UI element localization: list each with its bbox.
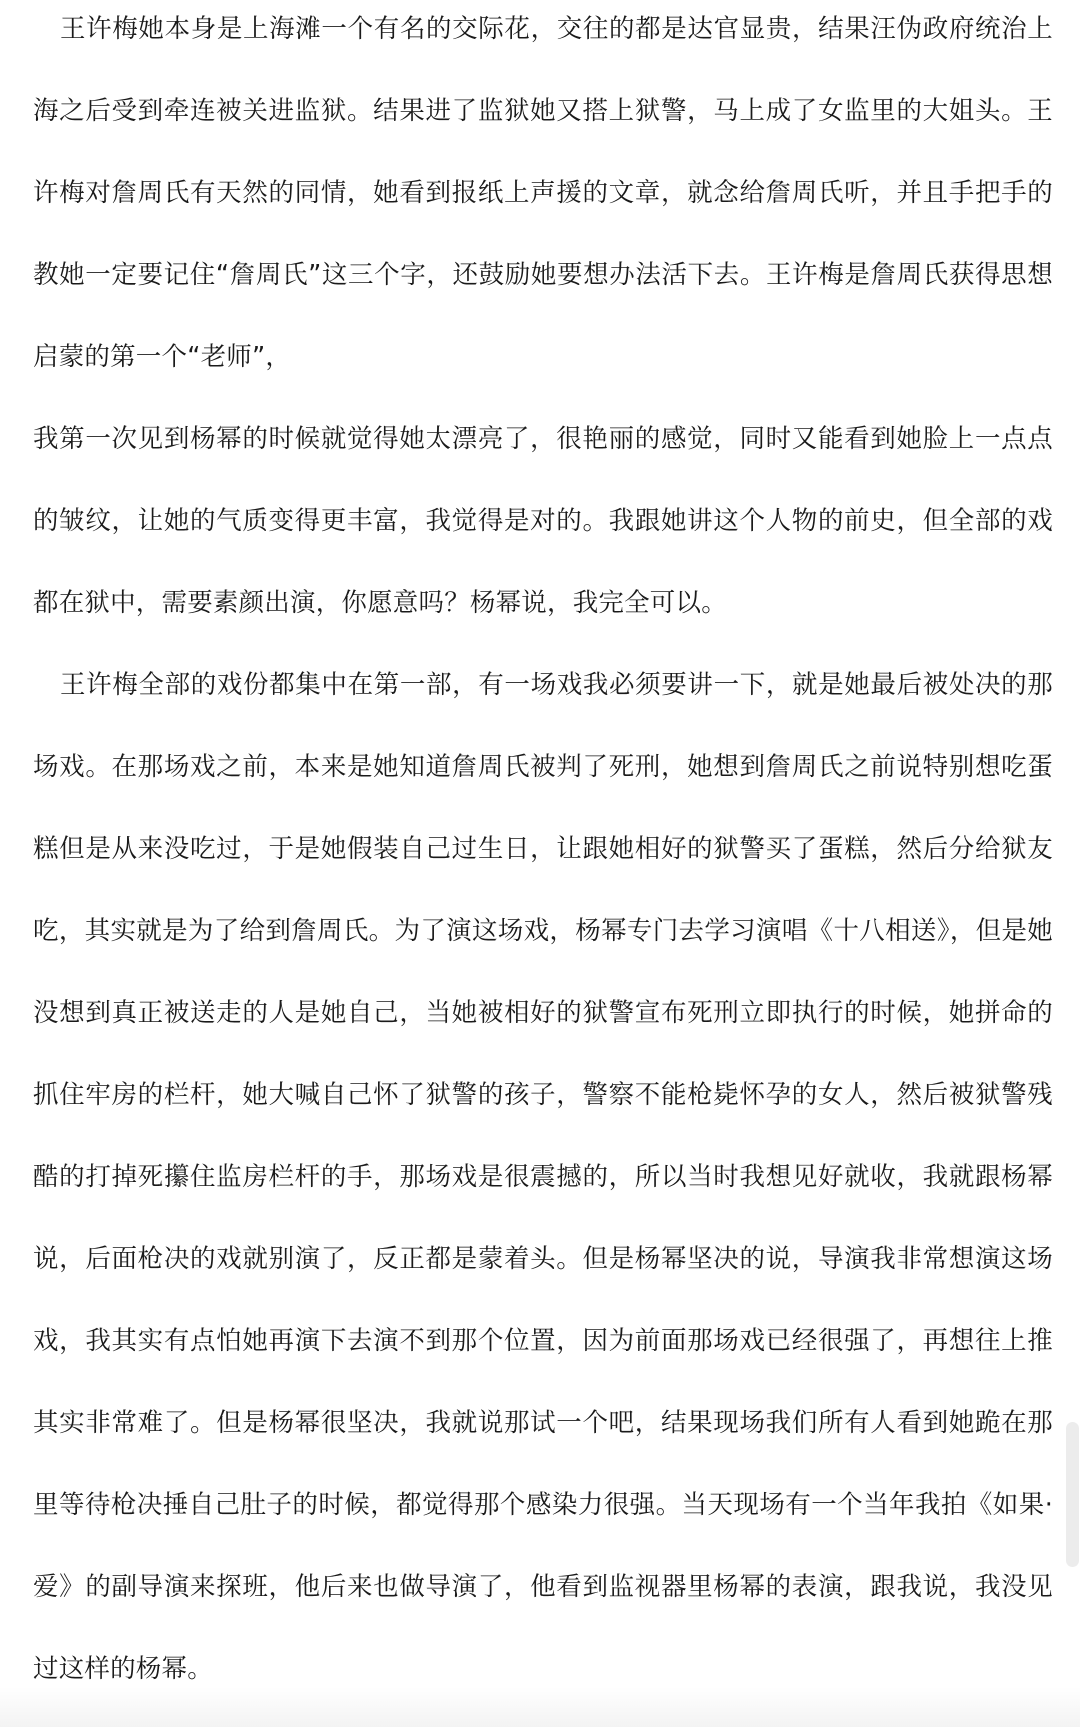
bottom-shadow — [0, 1687, 1080, 1727]
scrollbar-thumb[interactable] — [1066, 1422, 1079, 1567]
vertical-scrollbar[interactable] — [1066, 0, 1080, 1727]
paragraph-2: 我第一次见到杨幂的时候就觉得她太漂亮了，很艳丽的感觉，同时又能看到她脸上一点点的皱纹，让她的气质变得更丰富，我觉得是对的。我跟她讲这个人物的前史，但全部的戏都在狱中，需要素颜出演，你愿意吗？杨幂说，我完全可以。 — [33, 424, 1053, 618]
paragraph-3: 王许梅全部的戏份都集中在第一部，有一场戏我必须要讲一下，就是她最后被处决的那场戏。在那场戏之前，本来是她知道詹周氏被判了死刑，她想到詹周氏之前说特别想吃蛋糕但是从来没吃过，于是她假装自己过生日，让跟她相好的狱警买了蛋糕，然后分给狱友吃，其实就是为了给到詹周氏。为了演这场戏，杨幂专门去学习演唱《十八相送》，但是她没想到真正被送走的人是她自己，当她被相好的狱警宣布死刑立即执行的时候，她拼命的抓住牢房的栏杆，她大喊自己怀了狱警的孩子，警察不能枪毙怀孕的女人，然后被狱警残酷的打掉死攥住监房栏杆的手，那场戏是很震撼的，所以当时我想见好就收，我就跟杨幂说，后面枪决的戏就别演了，反正都是蒙着头。但是杨幂坚决的说，导演我非常想演这场戏，我其实有点怕她再演下去演不到那个位置，因为前面那场戏已经很强了，再想往上推其实非常难了。但是杨幂很坚决，我就说那试一个吧，结果现场我们所有人看到她跪在那里等待枪决捶自己肚子的时候，都觉得那个感染力很强。当天现场有一个当年我拍《如果·爱》的副导演来探班，他后来也做导演了，他看到监视器里杨幂的表演，跟我说，我没见过这样的杨幂。 — [33, 670, 1053, 1684]
paragraph-1: 王许梅她本身是上海滩一个有名的交际花，交往的都是达官显贵，结果汪伪政府统治上海之后受到牵连被关进监狱。结果进了监狱她又搭上狱警，马上成了女监里的大姐头。王许梅对詹周氏有天然的同情，她看到报纸上声援的文章，就念给詹周氏听，并且手把手的教她一定要记住“詹周氏”这三个字，还鼓励她要想办法活下去。王许梅是詹周氏获得思想启蒙的第一个“老师”， — [33, 14, 1053, 372]
article-body — [33, 0, 1053, 1710]
